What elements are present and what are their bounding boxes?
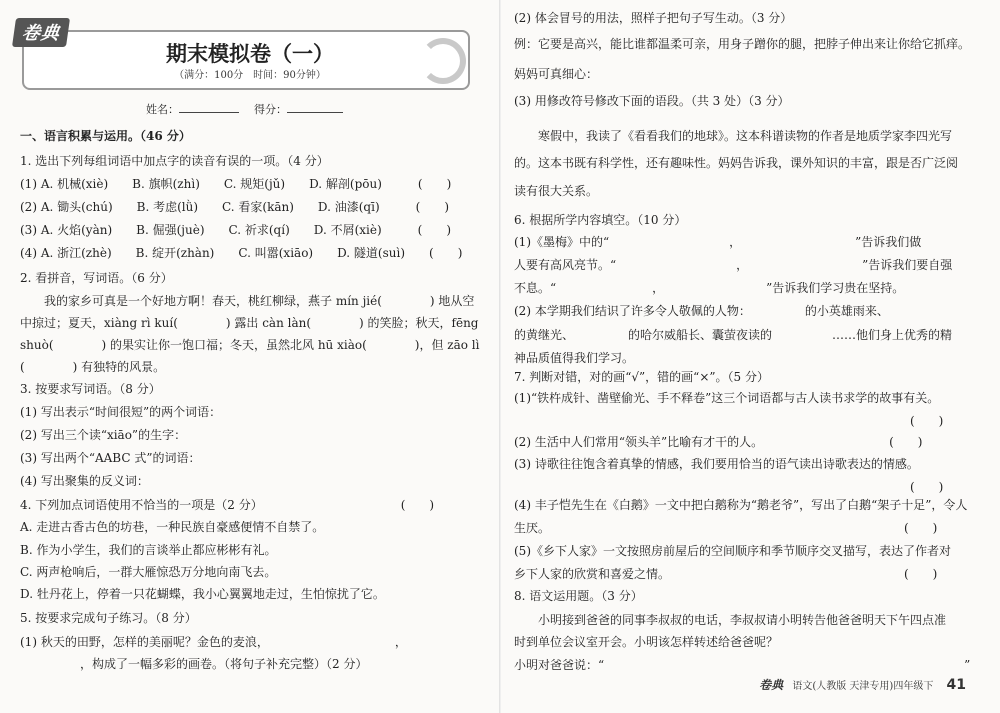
- text-line: 中掠过；夏天，xiàng rì kuí( ) 露出 càn làn( ) 的笑脸；秋天，fēng: [20, 316, 479, 330]
- page-footer: [759, 676, 966, 693]
- text-line: 7. 判断对错，对的画“√”，错的画“×”。（5 分）: [514, 370, 769, 384]
- text-line: (3) 诗歌往往饱含着真挚的情感，我们要用恰当的语气读出诗歌表达的情感。: [514, 457, 919, 471]
- page-subtitle: （满分：100分 时间：90分钟）: [174, 70, 326, 81]
- text-line: 5. 按要求完成句子练习。（8 分）: [20, 611, 197, 625]
- right-page: [500, 0, 1000, 713]
- text-line: (2) 体会冒号的用法，照样子把句子写生动。（3 分）: [514, 11, 793, 25]
- text-line: 读有很大关系。: [514, 184, 599, 198]
- text-line: (2) A. 锄头(chú) B. 考虑(lǜ) C. 看家(kān) D. 油漆(qī) ( ): [20, 200, 449, 214]
- text-line: 神品质值得我们学习。: [514, 351, 635, 365]
- text-line: shuò( ) 的果实让你一饱口福；冬天，虽然北风 hū xiào( )，但 zāo lì: [20, 338, 480, 352]
- text-line: 寒假中，我读了《看看我们的地球》。这本科谱读物的作者是地质学家李四光写: [514, 129, 953, 143]
- text-line: (4) 写出聚集的反义词：: [20, 474, 203, 488]
- text-line: ( ) 有独特的风景。: [20, 360, 166, 374]
- text-line: ( ): [514, 414, 944, 428]
- text-line: B. 作为小学生，我们的言谈举止都应彬彬有礼。: [20, 543, 277, 557]
- text-line: C. 两声枪响后，一群大雁惊恐万分地向南飞去。: [20, 565, 277, 579]
- footer-brand: 卷典: [759, 678, 784, 692]
- page-title: 期末模拟卷（一）: [166, 42, 334, 66]
- text-line: A. 走进古香古色的坊巷，一种民族自豪感便情不自禁了。: [20, 520, 325, 534]
- name-field[interactable]: [146, 100, 239, 115]
- text-line: ，构成了一幅多彩的画卷。（将句子补充完整）（2 分）: [20, 657, 368, 671]
- text-line: 1. 选出下列每组词语中加点字的读音有误的一项。（4 分）: [20, 154, 329, 168]
- brand-logo: 卷典: [12, 18, 70, 47]
- text-line: 乡下人家的欣赏和喜爱之情。 ( ): [514, 567, 938, 581]
- text-line: 妈妈可真细心：: [514, 67, 965, 81]
- text-line: ( ): [514, 480, 944, 494]
- text-line: (4) 丰子恺先生在《白鹅》一文中把白鹅称为“鹅老爷”，写出了白鹅“架子十足”，令人: [514, 498, 968, 512]
- text-line: 我的家乡可真是一个好地方啊！春天，桃红柳绿，燕子 mín jié( ) 地从空: [20, 294, 475, 308]
- text-line: 4. 下列加点词语使用不恰当的一项是（2 分） ( ): [20, 498, 435, 512]
- page-number: 41: [946, 677, 966, 693]
- score-field[interactable]: [254, 100, 343, 115]
- text-line: (3) 写出两个“AABC 式”的词语：: [20, 451, 339, 465]
- text-line: 例：它要是高兴，能比谁都温柔可亲，用身子蹭你的腿，把脖子伸出来让你给它抓痒。: [514, 37, 971, 51]
- text-line: 3. 按要求写词语。（8 分）: [20, 382, 161, 396]
- text-line: 的。这本书既有科学性，还有趣味性。妈妈告诉我，课外知识的丰富，跟是否广泛阅: [514, 156, 959, 170]
- text-line: (4) A. 浙江(zhè) B. 绽开(zhàn) C. 叫嚣(xiāo) D. 隧道(suì) ( ): [20, 246, 463, 260]
- text-line: (1)《墨梅》中的“ ， ”告诉我们做: [514, 235, 922, 249]
- name-label: 姓名：: [146, 103, 179, 116]
- text-line: D. 牡丹花上，停着一只花蝴蝶，我小心翼翼地走过，生怕惊扰了它。: [20, 587, 385, 601]
- text-line: (1) A. 机械(xiè) B. 旗帜(zhì) C. 规矩(jǔ) D. 解剖(pōu) ( ): [20, 177, 452, 191]
- text-line: (2) 写出三个读“xiāo”的生字：: [20, 428, 301, 442]
- text-line: 不息。“ ， ”告诉我们学习贵在坚持。: [514, 281, 905, 295]
- text-line: (1) 秋天的田野，怎样的美丽呢？金色的麦浪， ，: [20, 635, 497, 649]
- text-line: 小明接到爸爸的同事李叔叔的电话，李叔叔请小明转告他爸爸明天下午四点准: [514, 613, 947, 627]
- text-line: (3) 用修改符号修改下面的语段。（共 3 处）（3 分）: [514, 94, 790, 108]
- text-line: 生厌。 ( ): [514, 521, 938, 535]
- text-line: 6. 根据所学内容填空。（10 分）: [514, 213, 687, 227]
- text-line: 8. 语文运用题。（3 分）: [514, 589, 643, 603]
- text-line: (1)“铁杵成针、凿壁偷光、手不释卷”这三个词语都与古人读书求学的故事有关。: [514, 391, 940, 405]
- text-line: (1) 写出表示“时间很短”的两个词语：: [20, 405, 360, 419]
- text-line: 一、语言积累与运用。（46 分）: [20, 129, 191, 143]
- text-line: 的黄继光、 的哈尔威船长、囊萤夜读的 ……他们身上优秀的精: [514, 328, 953, 342]
- text-line: 时到单位会议室开会。小明该怎样转述给爸爸呢？: [514, 635, 779, 649]
- text-line: 2. 看拼音，写词语。（6 分）: [20, 271, 173, 285]
- text-line: 人要有高风亮节。“ ， ”告诉我们要自强: [514, 258, 953, 272]
- text-line: (2) 本学期我们结识了许多令人敬佩的人物： 的小英雄雨来、: [514, 304, 943, 318]
- text-line: (3) A. 火焰(yàn) B. 倔强(juè) C. 祈求(qí) D. 不屑(xiè) ( ): [20, 223, 452, 237]
- text-line: (5)《乡下人家》一文按照房前屋后的空间顺序和季节顺序交叉描写，表达了作者对: [514, 544, 952, 558]
- text-line: (2) 生活中人们常用“领头羊”比喻有才干的人。 ( ): [514, 435, 923, 449]
- text-line: 小明对爸爸说：“ ”: [514, 658, 971, 672]
- score-label: 得分：: [254, 103, 287, 116]
- footer-text: 语文(人教版 天津专用)四年级下: [792, 681, 934, 692]
